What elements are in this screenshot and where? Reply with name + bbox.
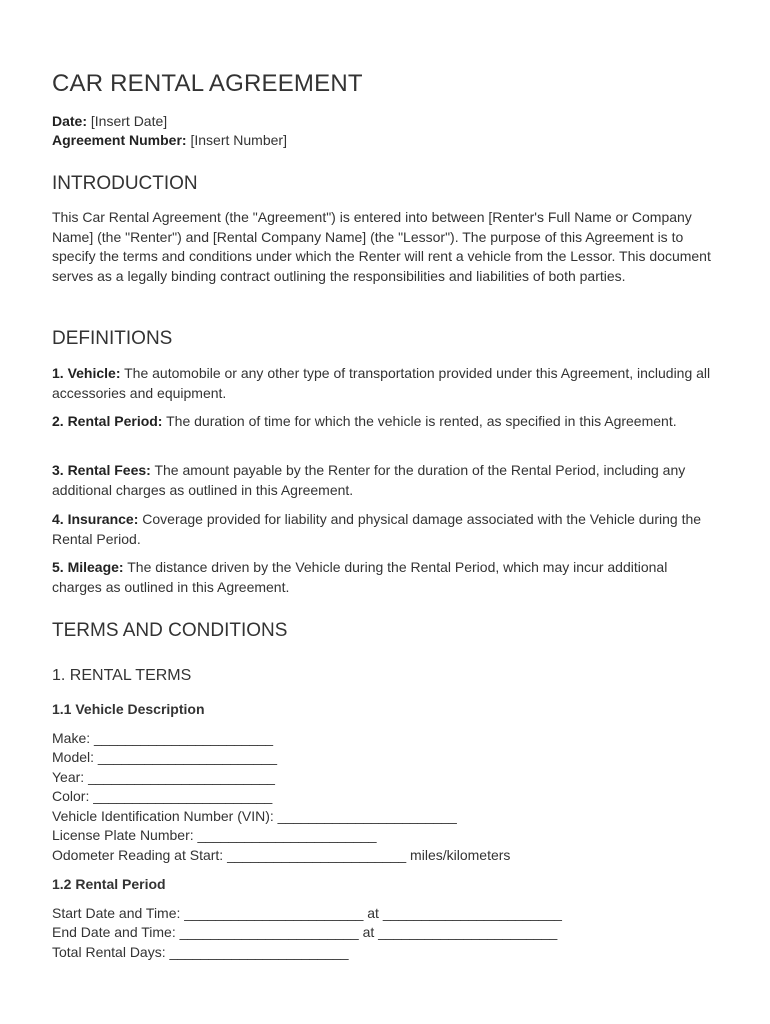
agreement-number-line (52, 131, 287, 149)
definition-term: 3. Rental Fees: (52, 462, 151, 478)
definition-term: 2. Rental Period: (52, 413, 163, 429)
terms-heading: TERMS AND CONDITIONS (52, 620, 288, 641)
definition-term: 5. Mileage: (52, 559, 124, 575)
rental-period-heading: 1.2 Rental Period (52, 876, 166, 892)
vin-field: Vehicle Identification Number (VIN): _______________________ (52, 808, 457, 824)
license-plate-field: License Plate Number: _______________________ (52, 827, 377, 843)
definition-item (52, 558, 717, 597)
end-date-field: End Date and Time: _______________________ at _______________________ (52, 924, 558, 940)
definition-item (52, 461, 717, 500)
model-field: Model: _______________________ (52, 749, 277, 765)
agreement-number-value: [Insert Number] (190, 132, 287, 148)
introduction-text: This Car Rental Agreement (the "Agreement") is entered into between [Renter's Full Name or Company Name] (the "Renter") and [Rental Company Name] (the "Lessor"). The purpose of this Agreement is to specify the terms and conditions under which the Renter will rent a vehicle from the Lessor. This document serves as a legally binding contract outlining the responsibilities and liabilities of both parties. (52, 209, 711, 284)
definition-item (52, 364, 717, 403)
document-title: CAR RENTAL AGREEMENT (52, 70, 363, 97)
start-date-field: Start Date and Time: _______________________ at _______________________ (52, 905, 562, 921)
definition-text: The amount payable by the Renter for the duration of the Rental Period, including any additional charges as outlined in this Agreement. (52, 462, 686, 498)
date-line (52, 112, 167, 130)
definition-term: 1. Vehicle: (52, 365, 121, 381)
color-field: Color: _______________________ (52, 788, 273, 804)
make-field: Make: _______________________ (52, 730, 274, 746)
definition-text: The distance driven by the Vehicle during the Rental Period, which may incur additional charges as outlined in this Agreement. (52, 559, 668, 595)
vehicle-description-heading: 1.1 Vehicle Description (52, 701, 205, 717)
definition-text: The automobile or any other type of transportation provided under this Agreement, including all accessories and equipment. (52, 365, 711, 401)
definition-item (52, 412, 717, 432)
total-days-field: Total Rental Days: _______________________ (52, 944, 349, 960)
definitions-heading: DEFINITIONS (52, 328, 173, 349)
date-label: Date: (52, 113, 88, 129)
agreement-number-label: Agreement Number: (52, 132, 187, 148)
rental-terms-heading: 1. RENTAL TERMS (52, 667, 192, 684)
definition-text: Coverage provided for liability and physical damage associated with the Vehicle during the Rental Period. (52, 511, 702, 547)
date-value: [Insert Date] (90, 113, 168, 129)
odometer-field: Odometer Reading at Start: _______________________ miles/kilometers (52, 847, 511, 863)
year-field: Year: ________________________ (52, 769, 275, 785)
definition-term: 4. Insurance: (52, 511, 139, 527)
definition-text: The duration of time for which the vehicle is rented, as specified in this Agreement. (166, 413, 677, 429)
introduction-heading: INTRODUCTION (52, 173, 198, 194)
definition-item (52, 510, 717, 549)
